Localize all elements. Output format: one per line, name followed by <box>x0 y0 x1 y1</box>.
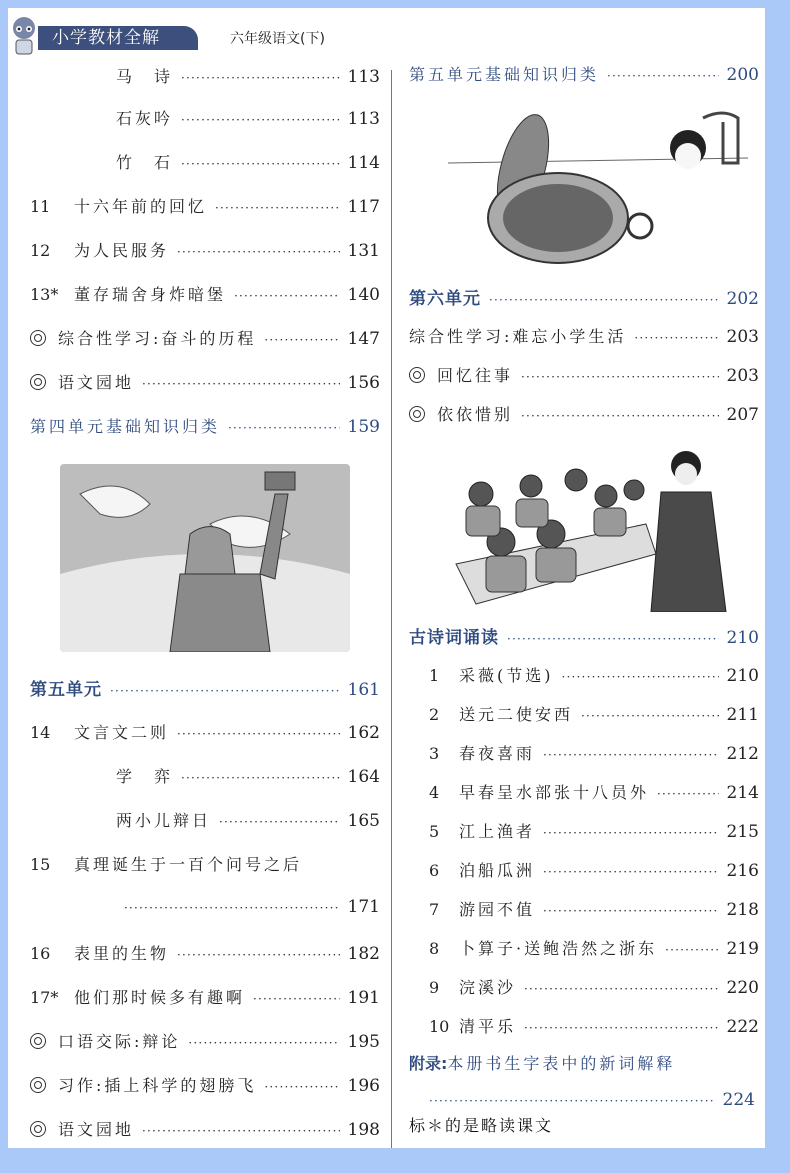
toc-entry[interactable] <box>30 238 380 261</box>
entry-title: 古诗词诵读 <box>409 628 499 648</box>
double-circle-icon <box>409 367 425 383</box>
page-number: 113 <box>347 109 380 129</box>
leader-dots <box>524 1021 719 1035</box>
page-number: 220 <box>726 978 759 998</box>
page-number: 200 <box>726 65 759 85</box>
pocket-watch-illustration <box>448 108 748 268</box>
entry-title: 学 弈 <box>116 767 174 786</box>
page-number: 156 <box>347 373 380 393</box>
leader-dots <box>188 1036 339 1050</box>
page-number: 114 <box>347 153 380 173</box>
footnote: 标＊的是略读课文 <box>409 1116 554 1135</box>
toc-entry[interactable] <box>30 370 380 393</box>
toc-entry[interactable] <box>429 897 759 920</box>
entry-title: 综合性学习:难忘小学生活 <box>409 327 627 346</box>
toc-entry[interactable] <box>30 414 380 437</box>
toc-entry[interactable] <box>429 741 759 764</box>
leader-dots <box>429 1094 715 1108</box>
entry-title: 石灰吟 <box>116 109 174 128</box>
page-number: 216 <box>726 861 759 881</box>
leader-dots <box>177 727 340 741</box>
entry-title: 早春呈水部张十八员外 <box>459 783 650 802</box>
appendix-page: 224 <box>722 1090 755 1110</box>
page-number: 147 <box>347 329 380 349</box>
toc-entry[interactable] <box>116 897 380 917</box>
leader-dots <box>181 71 340 85</box>
page-number: 140 <box>347 285 380 305</box>
entry-title: 表里的生物 <box>74 944 170 963</box>
entry-title: 语文园地 <box>58 1120 135 1139</box>
lesson-number: 7 <box>429 900 440 919</box>
appendix-title: 本册书生字表中的新词解释 <box>447 1054 676 1073</box>
page-number: 191 <box>347 988 380 1008</box>
toc-entry[interactable] <box>429 663 759 686</box>
entry-title: 卜算子·送鲍浩然之浙东 <box>459 939 658 958</box>
toc-entry[interactable] <box>30 675 380 700</box>
entry-title: 语文园地 <box>58 373 135 392</box>
entry-title: 春夜喜雨 <box>459 744 536 763</box>
column-divider <box>391 70 392 1148</box>
page-number: 210 <box>726 666 759 686</box>
toc-entry[interactable] <box>429 975 759 998</box>
double-circle-icon <box>409 406 425 422</box>
toc-entry[interactable] <box>116 150 380 173</box>
series-banner: 小学教材全解 <box>38 26 198 50</box>
leader-dots <box>543 826 719 840</box>
toc-entry[interactable] <box>409 284 759 309</box>
leader-dots <box>657 787 719 801</box>
toc-entry[interactable] <box>30 985 380 1008</box>
page-number: 211 <box>726 705 759 725</box>
page-number: 210 <box>726 628 759 648</box>
leader-dots <box>264 333 339 347</box>
toc-entry[interactable] <box>116 64 380 87</box>
entry-title: 文言文二则 <box>74 723 170 742</box>
lesson-number: 16 <box>30 944 51 963</box>
entry-title: 回忆往事 <box>437 366 514 385</box>
toc-entry[interactable] <box>30 326 380 349</box>
toc-entry[interactable] <box>30 1117 380 1140</box>
leader-dots <box>142 1124 340 1138</box>
page-number: 222 <box>726 1017 759 1037</box>
entry-title: 他们那时候多有趣啊 <box>74 988 246 1007</box>
soldier-illustration <box>60 464 350 652</box>
entry-title: 习作:插上科学的翅膀飞 <box>58 1076 257 1095</box>
leader-dots <box>543 904 719 918</box>
lesson-number: 2 <box>429 705 440 724</box>
toc-entry[interactable] <box>429 780 759 803</box>
entry-title: 采薇(节选) <box>459 666 554 685</box>
page-number: 131 <box>347 241 380 261</box>
entry-title: 马 诗 <box>116 67 174 86</box>
page-number: 214 <box>726 783 759 803</box>
leader-dots <box>543 865 719 879</box>
leader-dots <box>124 901 340 915</box>
page-number: 117 <box>347 197 380 217</box>
leader-dots <box>521 370 719 384</box>
leader-dots <box>634 331 718 345</box>
page-number: 207 <box>726 405 759 425</box>
entry-title: 第五单元基础知识归类 <box>409 65 600 84</box>
entry-title: 江上渔者 <box>459 822 536 841</box>
entry-title: 第四单元基础知识归类 <box>30 417 221 436</box>
classroom-illustration <box>446 444 732 612</box>
lesson-number: 8 <box>429 939 440 958</box>
toc-entry[interactable] <box>116 106 380 129</box>
leader-dots <box>264 1080 339 1094</box>
page-number: 195 <box>347 1032 380 1052</box>
leader-dots <box>110 684 340 698</box>
entry-title: 综合性学习:奋斗的历程 <box>58 329 257 348</box>
toc-entry[interactable] <box>409 324 759 347</box>
lesson-number: 9 <box>429 978 440 997</box>
page-number: 161 <box>347 680 380 700</box>
leader-dots <box>581 709 719 723</box>
leader-dots <box>228 421 340 435</box>
entry-title: 依依惜别 <box>437 405 514 424</box>
entry-title: 第五单元 <box>30 680 102 700</box>
entry-title: 清平乐 <box>459 1017 517 1036</box>
toc-entry[interactable] <box>30 720 380 743</box>
page-number: 203 <box>726 327 759 347</box>
page-number: 218 <box>726 900 759 920</box>
toc-entry[interactable] <box>30 282 380 305</box>
double-circle-icon <box>30 374 46 390</box>
leader-dots <box>181 771 340 785</box>
lesson-number: 17* <box>30 988 59 1007</box>
toc-entry[interactable] <box>116 764 380 787</box>
toc-entry[interactable] <box>409 402 759 425</box>
appendix-entry[interactable] <box>409 1051 749 1074</box>
lesson-number: 1 <box>429 666 440 685</box>
leader-dots <box>489 293 719 307</box>
lesson-number: 5 <box>429 822 440 841</box>
page-number: 165 <box>347 811 380 831</box>
leader-dots <box>562 670 719 684</box>
leader-dots <box>219 815 340 829</box>
page-number: 196 <box>347 1076 380 1096</box>
entry-title: 十六年前的回忆 <box>74 197 208 216</box>
toc-entry[interactable] <box>429 819 759 842</box>
entry-title: 游园不值 <box>459 900 536 919</box>
leader-dots <box>177 245 340 259</box>
toc-entry[interactable] <box>409 363 759 386</box>
leader-dots <box>665 943 718 957</box>
toc-entry[interactable] <box>30 1029 380 1052</box>
lesson-number: 11 <box>30 197 51 216</box>
entry-title: 为人民服务 <box>74 241 170 260</box>
toc-entry[interactable] <box>30 852 380 875</box>
page-number: 203 <box>726 366 759 386</box>
toc-entry[interactable] <box>429 936 759 959</box>
page-number: 182 <box>347 944 380 964</box>
entry-title: 第六单元 <box>409 289 481 309</box>
toc-entry[interactable] <box>30 194 380 217</box>
leader-dots <box>181 157 340 171</box>
leader-dots <box>607 69 719 83</box>
toc-entry[interactable] <box>409 623 759 648</box>
toc-entry[interactable] <box>429 858 759 881</box>
lesson-number: 6 <box>429 861 440 880</box>
page-number: 198 <box>347 1120 380 1140</box>
page-number: 212 <box>726 744 759 764</box>
entry-title: 口语交际:辩论 <box>58 1032 181 1051</box>
page-number: 215 <box>726 822 759 842</box>
lesson-number: 14 <box>30 723 51 742</box>
toc-page <box>8 8 765 1148</box>
appendix-page-row[interactable] <box>429 1090 755 1110</box>
book-subtitle: 六年级语文(下) <box>230 31 325 47</box>
entry-title: 董存瑞舍身炸暗堡 <box>74 285 227 304</box>
entry-title: 泊船瓜洲 <box>459 861 536 880</box>
lesson-number: 3 <box>429 744 440 763</box>
page-number: 162 <box>347 723 380 743</box>
page-number: 159 <box>347 417 380 437</box>
toc-entry[interactable] <box>429 1014 759 1037</box>
lesson-number: 15 <box>30 855 51 874</box>
leader-dots <box>142 377 340 391</box>
lesson-number: 12 <box>30 241 51 260</box>
toc-entry[interactable] <box>30 941 380 964</box>
lesson-number: 13* <box>30 285 59 304</box>
lesson-number: 4 <box>429 783 440 802</box>
lesson-number: 10 <box>429 1017 450 1036</box>
leader-dots <box>215 201 340 215</box>
leader-dots <box>543 748 719 762</box>
leader-dots <box>253 992 340 1006</box>
leader-dots <box>524 982 719 996</box>
leader-dots <box>234 289 340 303</box>
page-number: 171 <box>347 897 380 917</box>
toc-entry[interactable] <box>429 702 759 725</box>
double-circle-icon <box>30 1121 46 1137</box>
page-number: 202 <box>726 289 759 309</box>
entry-title: 两小儿辩日 <box>116 811 212 830</box>
double-circle-icon <box>30 1033 46 1049</box>
entry-title: 真理诞生于一百个问号之后 <box>74 855 303 874</box>
entry-title: 浣溪沙 <box>459 978 517 997</box>
double-circle-icon <box>30 1077 46 1093</box>
entry-title: 竹 石 <box>116 153 174 172</box>
page-number: 164 <box>347 767 380 787</box>
toc-entry[interactable] <box>30 1073 380 1096</box>
leader-dots <box>181 113 340 127</box>
entry-title: 送元二使安西 <box>459 705 574 724</box>
page-number: 219 <box>726 939 759 959</box>
appendix-label: 附录: <box>409 1054 448 1073</box>
leader-dots <box>521 409 719 423</box>
page-number: 113 <box>347 67 380 87</box>
leader-dots <box>177 948 340 962</box>
toc-entry[interactable] <box>116 808 380 831</box>
mascot-icon <box>8 16 40 58</box>
page-header <box>8 16 408 50</box>
double-circle-icon <box>30 330 46 346</box>
toc-entry[interactable] <box>409 62 759 85</box>
leader-dots <box>507 632 719 646</box>
